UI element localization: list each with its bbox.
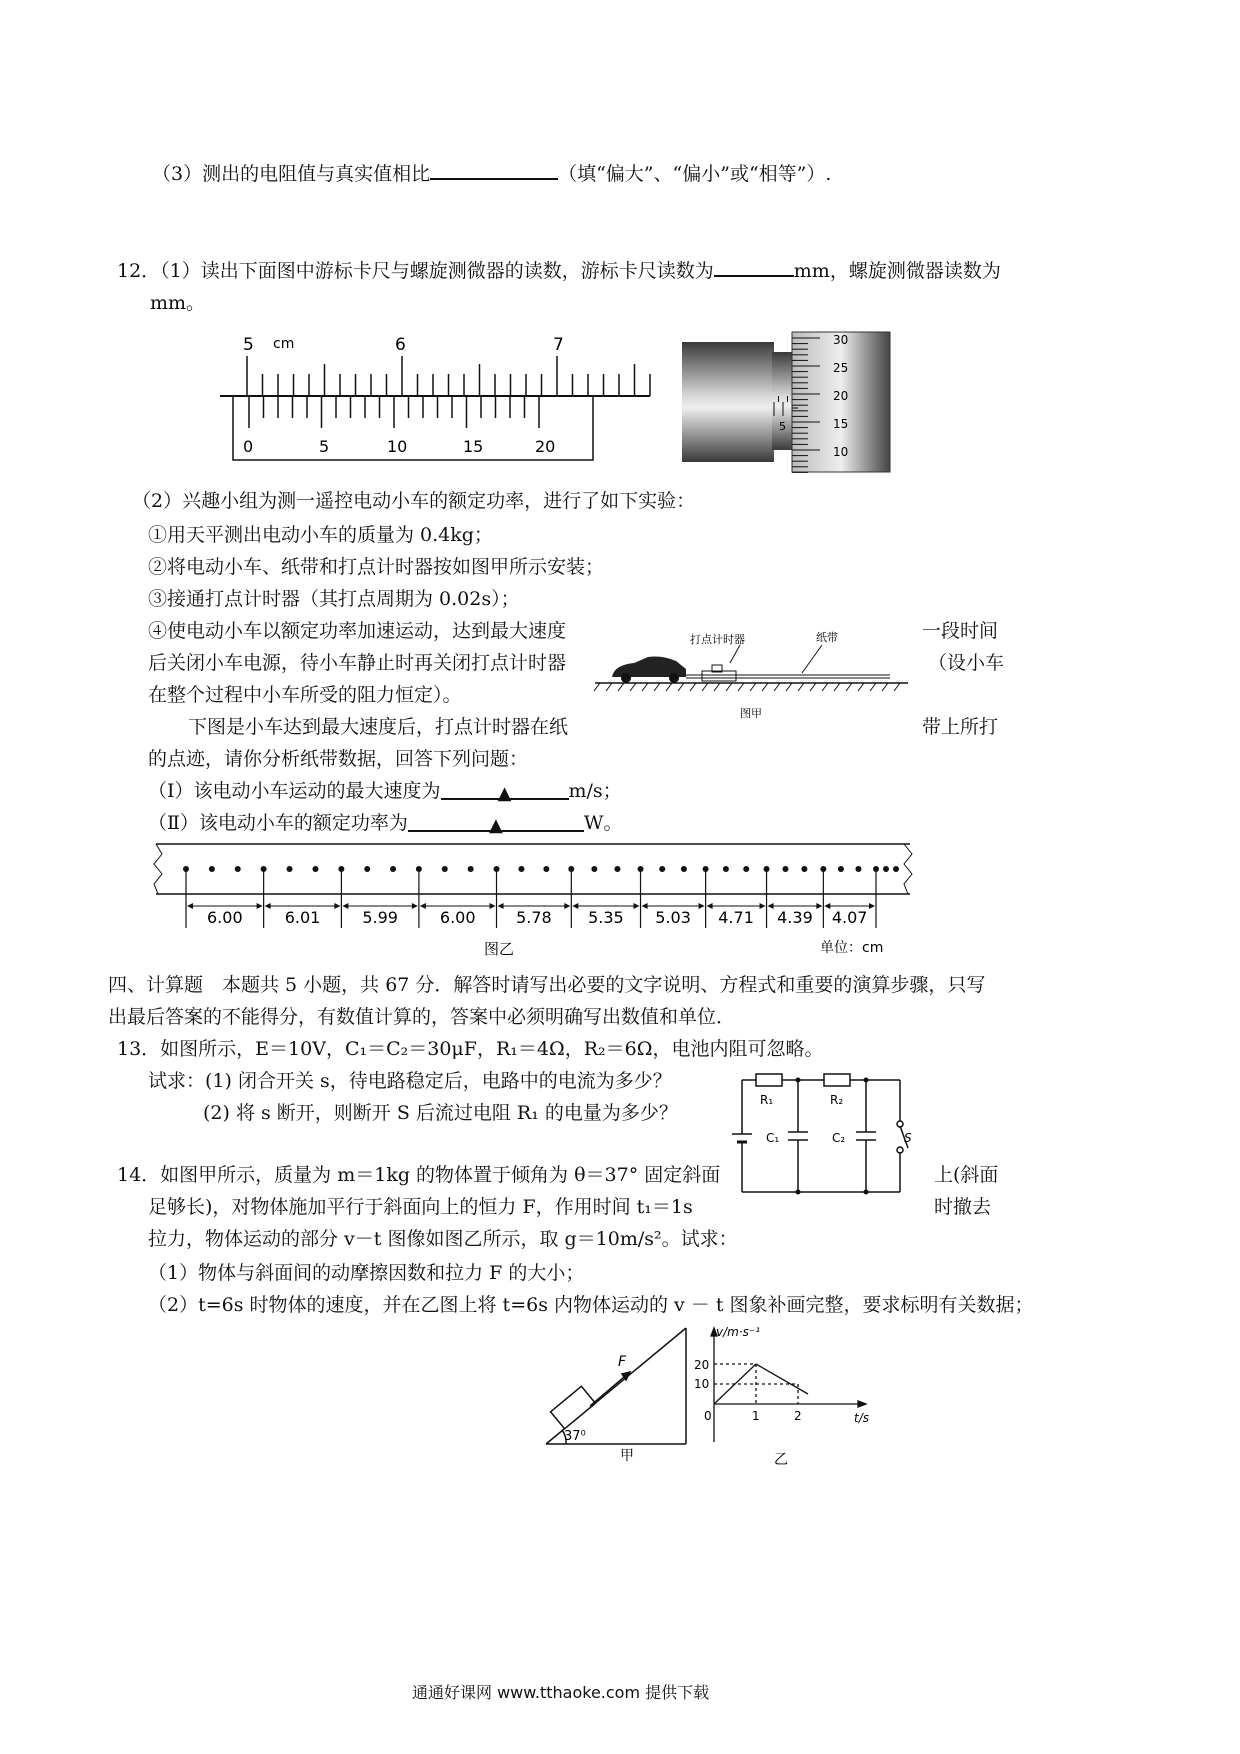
- car-wheel: [621, 673, 631, 683]
- q14-stem-line1: 14．如图甲所示，质量为 m＝1kg 的物体置于倾角为 θ＝37° 固定斜面: [117, 1164, 721, 1186]
- tape-dot: [287, 866, 293, 872]
- vt-ytick-10: 10: [694, 1377, 710, 1391]
- tape-dot: [838, 866, 844, 872]
- tape-dot: [364, 866, 370, 872]
- q12-text: 12．（1）读出下面图中游标卡尺与螺旋测微器的读数，游标卡尺读数为: [117, 260, 714, 282]
- q14-question-1: （1）物体与斜面间的动摩擦因数和拉力 F 的大小；: [148, 1262, 585, 1284]
- tape-intro-line1-right: 带上所打: [922, 716, 999, 738]
- vt-graph-figure: [690, 1322, 880, 1472]
- R2-label: R₂: [830, 1093, 844, 1107]
- tape-dot: [893, 866, 899, 872]
- vt-ylabel: v/m·s⁻¹: [716, 1325, 761, 1339]
- q12-part2-intro: （2）兴趣小组为测一遥控电动小车的额定功率，进行了如下实验：: [132, 490, 696, 512]
- step-4-line2-right: （设小车: [928, 652, 1005, 674]
- question-I-unit: m/s；: [568, 780, 622, 802]
- tape-segment-label: 4.07: [831, 908, 868, 927]
- car-wheel: [669, 673, 679, 683]
- question-II: [148, 812, 622, 835]
- step-4-line3: 在整个过程中小车所受的阻力恒定）。: [148, 684, 462, 706]
- C2-label: C₂: [832, 1131, 846, 1145]
- tape-dot: [518, 866, 524, 872]
- resistor-R1: [756, 1074, 782, 1086]
- tape-dot: [235, 866, 241, 872]
- fig-jia-caption-q14: 甲: [620, 1448, 634, 1462]
- tape-segment-label: 5.99: [362, 908, 398, 927]
- vernier-label-0: 0: [243, 437, 254, 456]
- tape-segment-label: 5.35: [588, 908, 624, 927]
- tape-segment-label: 6.00: [439, 908, 476, 927]
- tape-dot: [468, 866, 474, 872]
- car-setup-figure: [590, 625, 910, 725]
- tape-dot: [209, 866, 215, 872]
- q11-part3-hint: （填“偏大”、“偏小”或“相等”）.: [558, 163, 832, 185]
- tape-dot: [743, 866, 749, 872]
- q13-stem: 13．如图所示，E＝10V，C₁＝C₂＝30μF，R₁＝4Ω，R₂＝6Ω，电池内阻可忽略。: [117, 1038, 824, 1060]
- step-2: ②将电动小车、纸带和打点计时器按如图甲所示安装；: [148, 556, 605, 578]
- paper-tape-figure: [148, 842, 918, 962]
- thimble-label-10: 10: [833, 445, 849, 459]
- triangle-marker: ▲: [489, 815, 503, 836]
- tape-dot: [883, 866, 889, 872]
- C1-label: C₁: [766, 1131, 780, 1145]
- tape-dot: [801, 866, 807, 872]
- tape-segment-label: 4.39: [777, 908, 813, 927]
- q14-stem-line2-right: 时撤去: [934, 1196, 992, 1218]
- vt-xtick-0: 0: [704, 1409, 712, 1423]
- tape-segment-label: 6.01: [284, 908, 321, 927]
- timer-label: 打点计时器: [690, 633, 745, 646]
- block-icon: [551, 1386, 596, 1428]
- question-I: [148, 780, 622, 803]
- max-speed-blank[interactable]: [441, 780, 569, 804]
- vt-xtick-1: 1: [752, 1409, 760, 1423]
- q14-stem-line3: 拉力，物体运动的部分 v－t 图像如图乙所示，取 g＝10m/s²。试求：: [148, 1228, 738, 1250]
- tape-intro-line2: 的点迹，请你分析纸带数据，回答下列问题：: [148, 748, 529, 770]
- force-label: F: [618, 1354, 627, 1370]
- q12-unit: mm。: [150, 292, 206, 314]
- tape-segment-label: 5.78: [516, 908, 552, 927]
- tape-dot: [312, 866, 318, 872]
- vt-ytick-20: 20: [694, 1358, 710, 1372]
- thimble-label-30: 30: [833, 333, 849, 347]
- micrometer-frame: [682, 342, 774, 462]
- tape-segment-label: 6.00: [207, 908, 243, 927]
- resistor-R2: [824, 1074, 850, 1086]
- incline-figure: [540, 1322, 700, 1462]
- main-scale-label-6: 6: [395, 335, 406, 355]
- page-footer: 通通好课网 www.tthaoke.com 提供下载: [412, 1683, 710, 1702]
- tape-segment-label: 5.03: [655, 908, 691, 927]
- vt-line-decelerate: [756, 1364, 808, 1394]
- question-I-text: （Ⅰ）该电动小车运动的最大速度为: [148, 780, 441, 802]
- tape-intro-line1: 下图是小车达到最大速度后，打点计时器在纸: [188, 716, 569, 738]
- triangle-marker: ▲: [497, 783, 512, 804]
- caliper-unit: cm: [273, 336, 295, 352]
- tape-dot: [659, 866, 665, 872]
- step-4-line1: ④使电动小车以额定功率加速运动，达到最大速度: [148, 620, 567, 642]
- main-scale-label-5: 5: [243, 335, 254, 355]
- section4-header-line1: 四、计算题 本题共 5 小题，共 67 分．解答时请写出必要的文字说明、方程式和重要的演算步骤，只写: [108, 974, 986, 996]
- angle-label: 37⁰: [564, 1429, 586, 1444]
- tape-dot: [390, 866, 396, 872]
- q14-stem-line1-right: 上(斜面: [934, 1164, 999, 1186]
- vernier-caliper-figure: [215, 330, 655, 465]
- caliper-answer-blank[interactable]: [714, 257, 794, 277]
- answer-blank[interactable]: [430, 160, 558, 180]
- tape-dot: [681, 866, 687, 872]
- tape-dot: [723, 866, 729, 872]
- fig-yi-caption-q14: 乙: [774, 1452, 788, 1468]
- tape-dot: [614, 866, 620, 872]
- tape-dot: [543, 866, 549, 872]
- q12-line1: [117, 257, 1001, 283]
- section4-header-line2: 出最后答案的不能得分，有数值计算的，答案中必须明确写出数值和单位．: [108, 1006, 736, 1028]
- vernier-label-15: 15: [463, 437, 484, 456]
- tape-dot: [442, 866, 448, 872]
- tape-segment-label: 4.71: [718, 908, 754, 927]
- tape-dot: [855, 866, 861, 872]
- thimble-label-20: 20: [833, 389, 849, 403]
- fig-jia-caption: 图甲: [740, 707, 762, 720]
- step-4-line1-right: 一段时间: [922, 620, 999, 642]
- tape-dot: [591, 866, 597, 872]
- q12-text-mid: mm，螺旋测微器读数为: [793, 260, 1001, 282]
- tape-dot: [782, 866, 788, 872]
- vernier-label-10: 10: [387, 437, 408, 456]
- vernier-label-5: 5: [319, 437, 330, 456]
- question-II-text: （Ⅱ）该电动小车的额定功率为: [148, 812, 408, 834]
- q14-question-2: （2）t=6s 时物体的速度，并在乙图上将 t=6s 内物体运动的 v － t 图象补画完整，要求标明有关数据；: [148, 1294, 1034, 1316]
- step-3: ③接通打点计时器（其打点周期为 0.02s）；: [148, 588, 520, 610]
- q11-part3: [152, 160, 831, 186]
- rated-power-blank[interactable]: [408, 812, 584, 836]
- main-scale-label-7: 7: [553, 335, 564, 355]
- micrometer-sleeve: [772, 352, 792, 450]
- q13-question-2: (2) 将 s 断开，则断开 S 后流过电阻 R₁ 的电量为多少？: [203, 1102, 678, 1124]
- micrometer-figure: [680, 330, 895, 475]
- question-II-unit: W。: [583, 812, 623, 834]
- q14-stem-line2: 足够长)，对物体施加平行于斜面向上的恒力 F，作用时间 t₁＝1s: [148, 1196, 693, 1218]
- sleeve-label: 5: [779, 420, 786, 433]
- S-label: S: [904, 1131, 912, 1145]
- fig-yi-caption: 图乙: [484, 940, 515, 958]
- circuit-figure: [726, 1066, 916, 1196]
- vt-xtick-2: 2: [794, 1409, 802, 1423]
- q13-question-1: 试求：(1) 闭合开关 s，待电路稳定后，电路中的电流为多少？: [148, 1070, 672, 1092]
- thimble-label-15: 15: [833, 417, 849, 431]
- q11-part3-text: （3）测出的电阻值与真实值相比: [152, 163, 431, 185]
- tape-label: 纸带: [816, 631, 838, 644]
- thimble-label-25: 25: [833, 361, 849, 375]
- R1-label: R₁: [760, 1093, 774, 1107]
- vernier-label-20: 20: [535, 437, 556, 456]
- step-1: ①用天平测出电动小车的质量为 0.4kg；: [148, 524, 493, 546]
- step-4-line2: 后关闭小车电源，待小车静止时再关闭打点计时器: [148, 652, 567, 674]
- vt-xlabel: t/s: [854, 1411, 869, 1425]
- tape-unit: 单位：cm: [820, 940, 884, 956]
